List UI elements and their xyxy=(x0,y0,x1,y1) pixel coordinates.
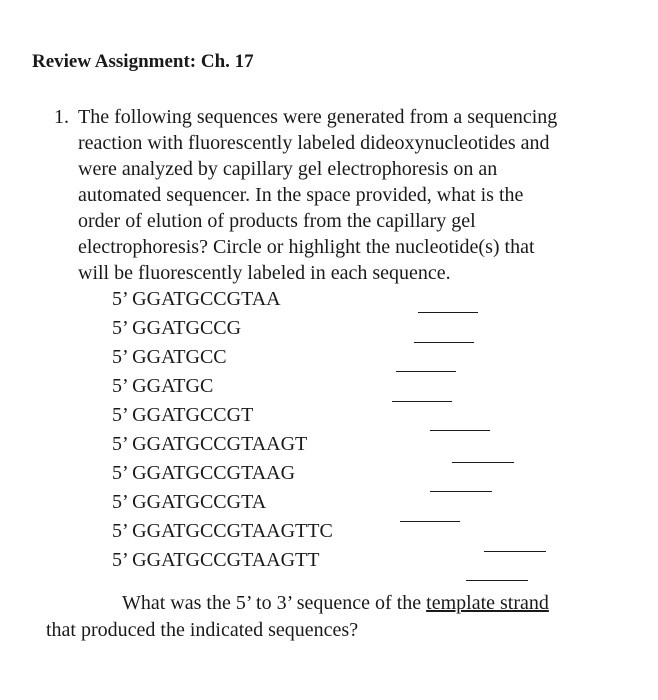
question-text xyxy=(78,104,638,286)
answer-blank[interactable] xyxy=(396,371,456,372)
question-line: The following sequences were generated from a sequencing xyxy=(78,106,558,128)
question-number: 1. xyxy=(54,106,69,128)
question-line: reaction with fluorescently labeled dideoxynucleotides and xyxy=(78,132,550,154)
followup-question-line: that produced the indicated sequences? xyxy=(46,619,359,641)
followup-question-line xyxy=(122,590,549,616)
sequence-item: 5’ GGATGCCGTAAG xyxy=(112,462,296,484)
question-line: order of elution of products from the capillary gel xyxy=(78,210,476,232)
sequence-item: 5’ GGATGCCGTAA xyxy=(112,288,281,310)
sequence-item: 5’ GGATGCCGTAAGTTC xyxy=(112,520,333,542)
sequence-item: 5’ GGATGCCGTA xyxy=(112,491,267,513)
answer-blank[interactable] xyxy=(392,401,452,402)
question-line: automated sequencer. In the space provided, what is the xyxy=(78,184,524,206)
answer-blank[interactable] xyxy=(452,462,514,463)
answer-blank[interactable] xyxy=(430,430,490,431)
answer-blank[interactable] xyxy=(466,580,528,581)
template-strand-term: template strand xyxy=(426,592,549,614)
sequence-item: 5’ GGATGCCGTAAGTT xyxy=(112,549,320,571)
answer-blank[interactable] xyxy=(400,521,460,522)
question-line: were analyzed by capillary gel electrophoresis on an xyxy=(78,158,498,180)
sequence-item: 5’ GGATGCC xyxy=(112,346,227,368)
question-line: will be fluorescently labeled in each sequence. xyxy=(78,262,451,284)
sequence-item: 5’ GGATGCCG xyxy=(112,317,242,339)
answer-blank[interactable] xyxy=(484,551,546,552)
page-title: Review Assignment: Ch. 17 xyxy=(32,51,254,72)
sequence-item: 5’ GGATGCCGTAAGT xyxy=(112,433,308,455)
followup-text: What was the 5’ to 3’ sequence of the xyxy=(122,592,427,614)
answer-blank[interactable] xyxy=(418,312,478,313)
sequence-item: 5’ GGATGC xyxy=(112,375,214,397)
sequence-item: 5’ GGATGCCGT xyxy=(112,404,254,426)
question-line: electrophoresis? Circle or highlight the nucleotide(s) that xyxy=(78,236,535,258)
answer-blank[interactable] xyxy=(430,491,492,492)
answer-blank[interactable] xyxy=(414,342,474,343)
